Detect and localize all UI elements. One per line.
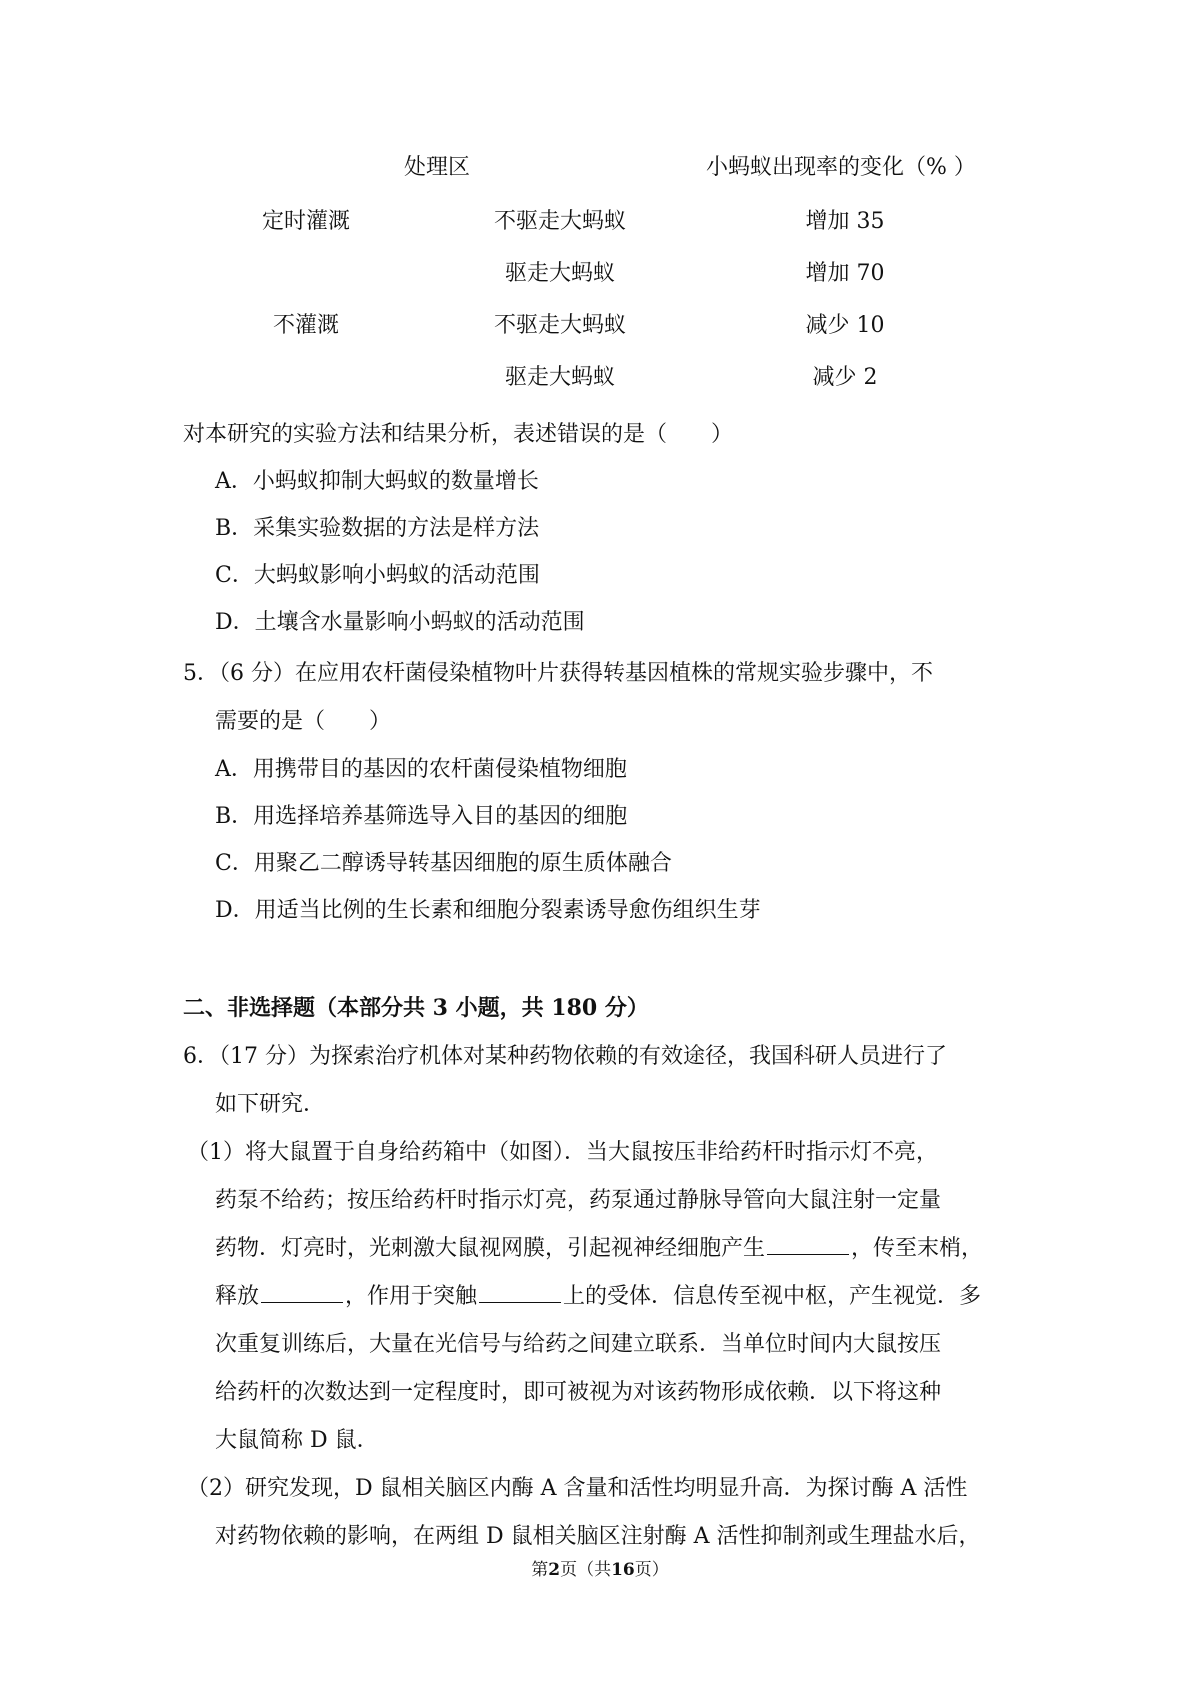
question-6-stem-line1: 6．（17 分）为探索治疗机体对某种药物依赖的有效途径，我国科研人员进行了 bbox=[183, 1044, 947, 1069]
q6-part1-line3-text-a: 药物．灯亮时，光刺激大鼠视网膜，引起视神经细胞产生 bbox=[215, 1236, 766, 1261]
footer-prefix: 第 bbox=[531, 1560, 549, 1580]
question-5-stem-line1: 5．（6 分）在应用农杆菌侵染植物叶片获得转基因植株的常规实验步骤中，不 bbox=[183, 661, 933, 686]
q6-part1-line5: 次重复训练后，大量在光信号与给药之间建立联系．当单位时间内大鼠按压 bbox=[215, 1332, 942, 1357]
q6-part2-line1: （2）研究发现，D 鼠相关脑区内酶 A 含量和活性均明显升高．为探讨酶 A 活性 bbox=[187, 1476, 968, 1501]
header-change: 小蚂蚁出现率的变化（% ） bbox=[706, 155, 976, 180]
footer-total-pages: 16 bbox=[611, 1560, 635, 1580]
row-sub: 不驱走大蚂蚁 bbox=[493, 313, 626, 338]
row-change: 增加 35 bbox=[805, 209, 885, 234]
table-row bbox=[0, 204, 1200, 244]
header-treatment: 处理区 bbox=[403, 155, 470, 180]
question-6-stem-line2: 如下研究． bbox=[215, 1092, 326, 1117]
q5-option-b: B．用选择培养基筛选导入目的基因的细胞 bbox=[215, 804, 628, 829]
q4-option-c: C．大蚂蚁影响小蚂蚁的活动范围 bbox=[215, 563, 540, 588]
q6-part2-line2: 对药物依赖的影响，在两组 D 鼠相关脑区注射酶 A 活性抑制剂或生理盐水后， bbox=[215, 1524, 981, 1549]
row-sub: 不驱走大蚂蚁 bbox=[493, 209, 626, 234]
section-2-title: 二、非选择题（本部分共 3 小题，共 180 分） bbox=[183, 995, 649, 1021]
q6-part1-line4-text-c: 上的受体．信息传至视中枢，产生视觉．多 bbox=[563, 1284, 982, 1309]
q6-part1-line4-text-a: 释放 bbox=[215, 1284, 260, 1309]
q5-option-c: C．用聚乙二醇诱导转基因细胞的原生质体融合 bbox=[215, 851, 672, 876]
footer-suffix: 页） bbox=[634, 1560, 669, 1580]
table-row bbox=[0, 256, 1200, 296]
answer-blank-2[interactable] bbox=[261, 1282, 343, 1303]
q4-option-d: D．土壤含水量影响小蚂蚁的活动范围 bbox=[215, 610, 585, 635]
question-4-stem: 对本研究的实验方法和结果分析，表述错误的是（ ） bbox=[183, 422, 734, 447]
row-change: 减少 10 bbox=[805, 313, 885, 338]
q6-part1-line6: 给药杆的次数达到一定程度时，即可被视为对该药物形成依赖．以下将这种 bbox=[215, 1380, 942, 1405]
q6-part1-line3-text-b: ，传至末梢， bbox=[851, 1236, 984, 1261]
table-row bbox=[0, 308, 1200, 348]
footer-page-number: 2 bbox=[548, 1560, 561, 1580]
page-footer bbox=[0, 1555, 1200, 1580]
table-row bbox=[0, 360, 1200, 400]
q6-part1-line3 bbox=[215, 1234, 983, 1264]
q6-part1-line7: 大鼠简称 D 鼠． bbox=[215, 1428, 379, 1453]
q4-option-b: B．采集实验数据的方法是样方法 bbox=[215, 516, 540, 541]
row-sub: 驱走大蚂蚁 bbox=[504, 261, 615, 286]
q5-option-a: A．用携带目的基因的农杆菌侵染植物细胞 bbox=[215, 757, 627, 782]
q6-part1-line2: 药泵不给药；按压给药杆时指示灯亮，药泵通过静脉导管向大鼠注射一定量 bbox=[215, 1188, 942, 1213]
row-group: 定时灌溉 bbox=[261, 209, 350, 234]
row-sub: 驱走大蚂蚁 bbox=[504, 365, 615, 390]
q6-part1-line4-text-b: ，作用于突触 bbox=[345, 1284, 478, 1309]
answer-blank-3[interactable] bbox=[479, 1282, 561, 1303]
answer-blank-1[interactable] bbox=[767, 1234, 849, 1255]
q6-part1-line4 bbox=[215, 1282, 981, 1312]
row-change: 减少 2 bbox=[812, 365, 878, 390]
footer-mid: 页（共 bbox=[560, 1560, 612, 1580]
question-5-stem-line2: 需要的是（ ） bbox=[215, 709, 392, 734]
q4-option-a: A．小蚂蚁抑制大蚂蚁的数量增长 bbox=[215, 469, 539, 494]
row-group: 不灌溉 bbox=[272, 313, 339, 338]
table-header bbox=[0, 150, 1200, 190]
q6-part1-line1: （1）将大鼠置于自身给药箱中（如图）．当大鼠按压非给药杆时指示灯不亮， bbox=[187, 1140, 938, 1165]
q5-option-d: D．用适当比例的生长素和细胞分裂素诱导愈伤组织生芽 bbox=[215, 898, 761, 923]
row-change: 增加 70 bbox=[805, 261, 885, 286]
